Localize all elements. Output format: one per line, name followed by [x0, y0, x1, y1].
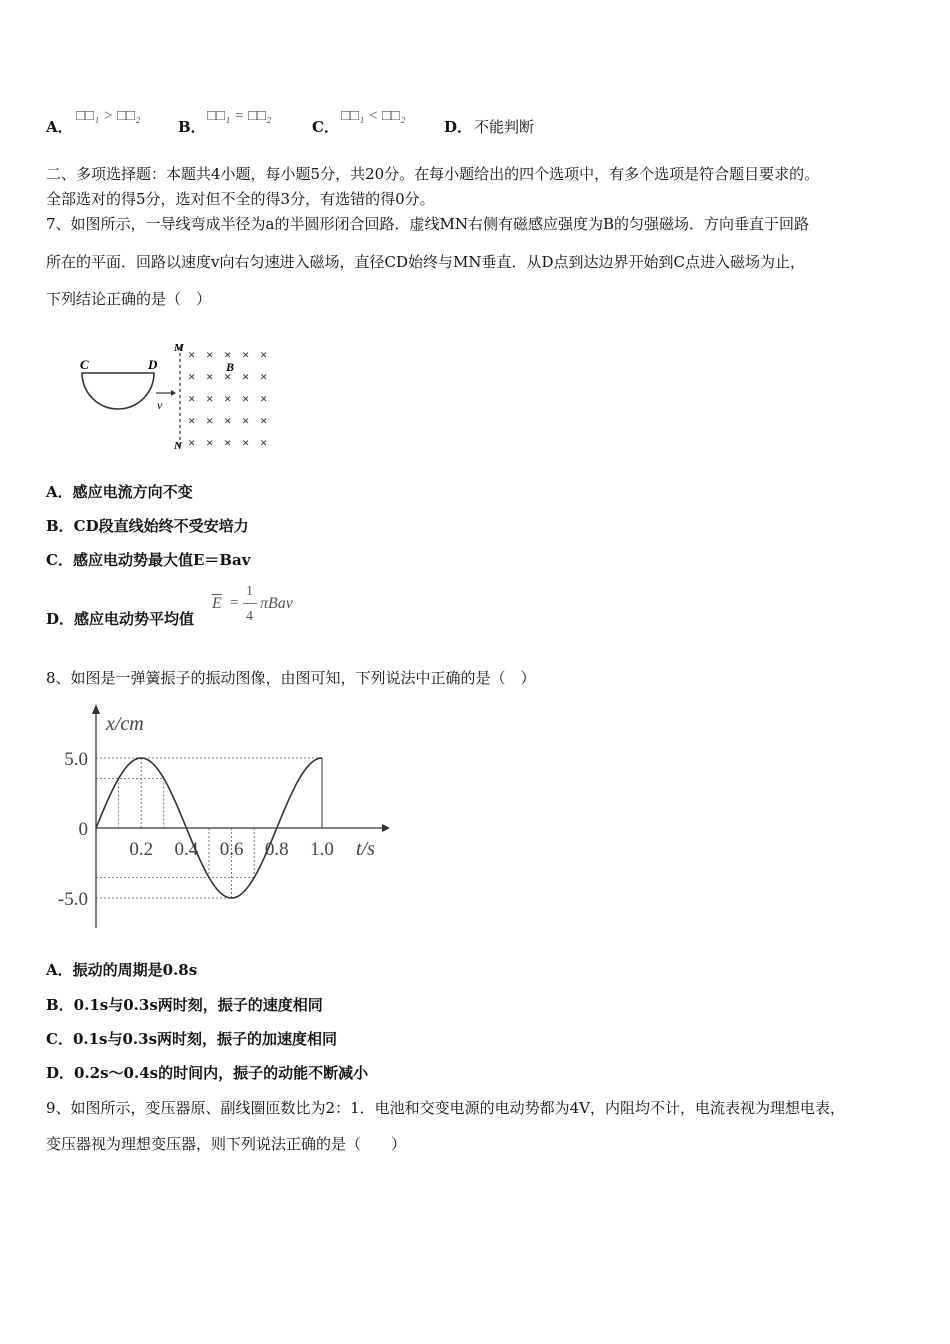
- label-m: M: [174, 342, 184, 354]
- field-cross: ×: [206, 413, 214, 428]
- q7-stem-line1: 7、如图所示，一导线弯成半径为a的半圆形闭合回路．虚线MN右侧有磁感应强度为B的匀强磁场．方向垂直于回路: [46, 215, 809, 233]
- label-b: B: [226, 360, 235, 374]
- y-axis-arrow: [92, 704, 100, 714]
- q9-stem-line2: 变压器视为理想变压器，则下列说法正确的是（ ）: [46, 1135, 407, 1153]
- q7-option-d-rhs: πBav: [260, 595, 293, 612]
- semicircle-loop: [82, 373, 154, 409]
- x-tick-label: 0.8: [264, 839, 289, 860]
- q6-option-d-text: 不能判断: [474, 118, 535, 136]
- field-cross: ×: [224, 369, 232, 384]
- field-cross: ×: [224, 391, 232, 406]
- x-tick-label: 0.6: [219, 839, 244, 860]
- y-tick-label: 0: [78, 819, 88, 840]
- y-axis-label-text: x/cm: [106, 713, 144, 735]
- q8-option-c: C．0.1s与0.3s两时刻，振子的加速度相同: [46, 1030, 338, 1048]
- x-axis-arrow: [382, 824, 390, 832]
- field-cross: ×: [260, 435, 268, 450]
- q7-option-b: B．CD段直线始终不受安培力: [46, 517, 249, 535]
- q7-option-d-num: 1: [246, 584, 253, 599]
- q8-stem: 8、如图是一弹簧振子的振动图像，由图可知，下列说法中正确的是（ ）: [46, 669, 536, 687]
- velocity-arrowhead: [171, 390, 176, 396]
- q7-option-a: A．感应电流方向不变: [46, 483, 193, 501]
- field-cross: ×: [206, 435, 214, 450]
- q7-option-d-den: 4: [246, 609, 253, 624]
- q7-figure: [70, 335, 280, 455]
- q8-option-a: A．振动的周期是0.8s: [46, 961, 198, 979]
- q8-option-b: B．0.1s与0.3s两时刻，振子的速度相同: [46, 996, 323, 1014]
- y-axis-label: [105, 713, 144, 735]
- field-cross: ×: [188, 435, 196, 450]
- field-cross: ×: [224, 435, 232, 450]
- field-cross: ×: [260, 369, 268, 384]
- field-cross: ×: [206, 369, 214, 384]
- field-cross: ×: [188, 347, 196, 362]
- section2-line2: 全部选对的得5分，选对但不全的得3分，有选错的得0分。: [46, 190, 435, 208]
- field-cross: ×: [224, 413, 232, 428]
- q7-stem-line3: 下列结论正确的是（ ）: [46, 290, 212, 308]
- field-cross: ×: [242, 435, 250, 450]
- q6-option-c-label: C．: [312, 118, 339, 136]
- x-tick-labels: [129, 839, 334, 860]
- field-cross: ×: [260, 391, 268, 406]
- x-axis-label: t/s: [356, 838, 375, 860]
- q7-option-d-eq: =: [230, 595, 239, 611]
- q6-option-b-label: B．: [178, 118, 206, 136]
- field-cross: ×: [242, 391, 250, 406]
- label-v: v: [157, 398, 163, 412]
- label-c: C: [80, 357, 89, 372]
- field-cross: ×: [188, 413, 196, 428]
- q6-option-a-label: A．: [46, 118, 73, 136]
- x-tick-label: 1.0: [310, 839, 334, 860]
- y-tick-labels: [58, 749, 88, 910]
- field-cross: ×: [260, 347, 268, 362]
- field-cross: ×: [242, 347, 250, 362]
- label-n: N: [174, 440, 182, 452]
- q7-stem-line2: 所在的平面．回路以速度v向右匀速进入磁场，直径CD始终与MN垂直．从D点到达边界开始到C点进入磁场为止，: [46, 253, 805, 271]
- q9-stem-line1: 9、如图所示，变压器原、副线圈匝数比为2：1．电池和交变电源的电动势都为4V，内阻均不计，电流表视为理想电表，: [46, 1099, 846, 1117]
- oscillation-chart: [44, 700, 396, 932]
- field-cross: ×: [206, 391, 214, 406]
- q7-option-d-label: D．感应电动势平均值: [46, 610, 195, 628]
- q8-option-d: D．0.2s～0.4s的时间内，振子的动能不断减小: [46, 1064, 369, 1082]
- section2-line1: 二、多项选择题：本题共4小题，每小题5分，共20分。在每小题给出的四个选项中，有多个选项是符合题目要求的。: [46, 165, 820, 183]
- y-tick-label: 5.0: [64, 749, 88, 770]
- field-cross: ×: [206, 347, 214, 362]
- field-cross: ×: [188, 369, 196, 384]
- q7-option-d-lhs: [212, 595, 222, 613]
- q6-option-a-expr: □□₁ > □□₂: [76, 108, 141, 124]
- field-cross: ×: [242, 413, 250, 428]
- y-tick-label: -5.0: [57, 889, 88, 910]
- x-tick-label: 0.4: [174, 839, 199, 860]
- x-tick-label: 0.2: [129, 839, 154, 860]
- label-d: D: [148, 357, 158, 372]
- fraction-bar: [243, 603, 257, 604]
- emf-average-symbol: $\overline{E}$: [212, 595, 222, 612]
- field-cross: ×: [260, 413, 268, 428]
- q6-option-b-expr: □□₁ = □□₂: [207, 108, 272, 124]
- q7-option-c: C．感应电动势最大值E＝Bav: [46, 551, 251, 569]
- q6-option-c-expr: □□₁ < □□₂: [341, 108, 406, 124]
- field-cross: ×: [224, 347, 232, 362]
- field-cross: ×: [242, 369, 250, 384]
- q6-option-d-label: D．: [444, 118, 473, 136]
- field-cross: ×: [188, 391, 196, 406]
